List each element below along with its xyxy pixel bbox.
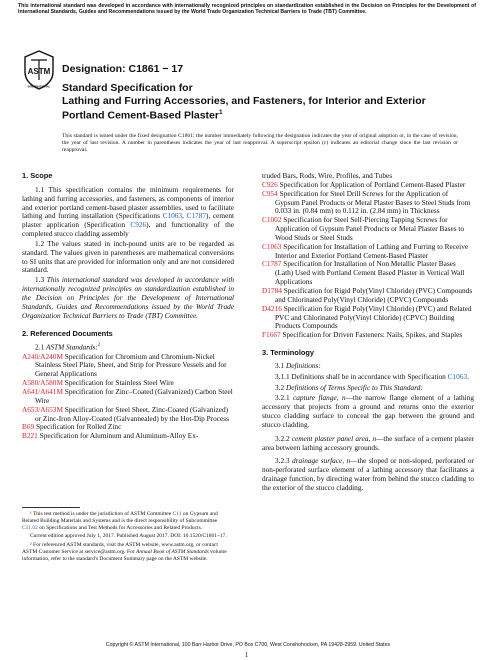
reference-code-link[interactable]: C1063 <box>262 241 282 251</box>
paragraph-1-3: 1.3 This international standard was developed in accordance with internationally recognized principles on standardization established in the Decision on Principles for the Development of International Standards, Guides and Recommendations issued by the World Trade Organization Technical Barriers to Trade (TBT) Committee. <box>22 275 234 320</box>
footnote-2: ² For referenced ASTM standards, visit the ASTM website, www.astm.org, or contact ASTM Customer Service at service@astm.org. For Annual Book of ASTM Standards volume information, refer to the standard's Document Summary page on the ASTM website. <box>22 541 227 562</box>
definition-cement-plaster-panel-area: 3.2.2 cement plaster panel area, n—the surface of a cement plaster area between lathing accessory grounds. <box>262 433 474 452</box>
footnote-rule <box>22 507 80 508</box>
logo-text: ASTM <box>27 67 51 76</box>
reference-title: Specification for Steel Sheet, Zinc-Coated (Galvanized) or Zinc-Iron Alloy-Coated (Galvannealed) by the Hot-Dip Process <box>35 404 229 423</box>
reference-title: Specification for Stainless Steel Wire <box>62 378 174 388</box>
reference-title: Specification for Rolled Zinc <box>34 422 122 432</box>
reference-item <box>262 243 474 261</box>
title-line-2: Lathing and Furring Accessories, and Fasteners, for Interior and Exterior Portland Cement-Based Plaster$^1$ <box>62 94 426 122</box>
footnote-1-edition: Current edition approved July 1, 2017. Published August 2017. DOI: 10.1520/C1861–17. <box>30 533 227 540</box>
reference-title: Specification for Installation of Lathing and Furring to Receive Interior and Exterior Portland Cement-Based Plaster <box>275 241 469 260</box>
document-title <box>62 82 442 122</box>
paragraph-1-2: 1.2 The values stated in inch-pound units are to be regarded as standard. The values given in parentheses are mathematical conversions to SI units that are provided for information only and are not considered standard. <box>22 238 234 275</box>
issuance-note: This standard is issued under the fixed designation C1861; the number immediately following the designation indicates the year of original adoption or, in the case of revision, the year of last revision. A number in parentheses indicates the year of last reapproval. A superscript epsilon (ε) indicates an editorial change since the last revision or reapproval. <box>62 133 458 154</box>
reference-title: Specification for Rigid Poly(Vinyl Chloride) (PVC) Compounds and Chlorinated Poly(Vinyl Chloride) (CPVC) Compounds <box>275 285 473 304</box>
reference-code-link[interactable]: A653/A653M <box>22 404 63 414</box>
reference-continued: truded Bars, Rods, Wire, Profiles, and Tubes <box>262 171 393 180</box>
reference-code-link[interactable]: A240/A240M <box>22 351 63 361</box>
footnotes <box>22 511 234 564</box>
reference-title: Specification for Installation of Non Metallic Plaster Bases (Lath) Used with Portland Cement Based Plaster in Vertical Wall Applications <box>275 259 465 287</box>
wto-principles-note: This international standard was developed in accordance with internationally recognized principles on standardization established in the Decision on Principles for the Development of International Standards, Guides and Recommendations issued by the World Trade Organization Technical Barriers to Trade (TBT) Committee. <box>18 3 476 16</box>
reference-title: Specification for Steel Self-Piercing Tapping Screws for Application of Gypsum Panel Products or Metal Plaster Bases to Wood Studs or Steel Studs <box>275 215 465 242</box>
reference-code-link[interactable]: B221 <box>22 431 38 441</box>
definition-drainage-surface: 3.2.3 drainage surface, n—the sloped or non-sloped, perforated or non-perforated surface element of a lathing accessory that facilitates a drainage function, by directing water from behind the stucco cladding to the exterior of the stucco cladding. <box>262 456 474 492</box>
paragraph-3-2: 3.2 Definitions of Terms Specific to This Standard: <box>275 382 423 392</box>
paragraph-3-1-1: 3.1.1 Definitions shall be in accordance with Specification C1063. <box>275 371 469 381</box>
right-column <box>262 172 474 493</box>
scope-heading: 1. Scope <box>22 171 53 180</box>
reference-code-link[interactable]: F1667 <box>262 330 281 340</box>
reference-item <box>22 432 234 441</box>
reference-list-right <box>262 181 474 340</box>
reference-code-link[interactable]: C926 <box>262 179 278 189</box>
reference-title: Specification for Rigid Poly(Vinyl Chloride) (PVC) and Related PVC and Chlorinated Poly(Vinyl Chloride) (CPVC) Building Products Compounds <box>275 303 472 331</box>
astm-logo <box>22 50 56 90</box>
paragraph-3-1: 3.1 Definitions: <box>275 360 321 370</box>
terminology-heading: 3. Terminology <box>262 348 315 358</box>
designation: Designation: C1861 − 17 <box>62 63 184 75</box>
reference-title: Specification for Steel Drill Screws for the Application of Gypsum Panel Products or Metal Plaster Bases to Steel Studs from 0.033 in. (0.84 mm) to 0.112 in. (2.84 mm) in Thickness <box>275 188 471 216</box>
link-subcommittee-c1102[interactable]: C11.02 <box>22 524 38 531</box>
referenced-documents-heading: 2. Referenced Documents <box>22 328 113 338</box>
reference-title: Specification for Driven Fasteners: Nails, Spikes, and Staples <box>280 330 463 340</box>
link-c1787[interactable]: C1787 <box>186 211 207 221</box>
reference-title: Specification for Aluminum and Aluminum-Alloy Ex- <box>37 431 199 441</box>
reference-list-left <box>22 353 234 441</box>
reference-title: Specification for Application of Portland Cement-Based Plaster <box>277 179 466 189</box>
reference-title: Specification for Chromium and Chromium-Nickel Stainless Steel Plate, Sheet, and Strip for Pressure Vessels and for General Applications <box>35 351 227 379</box>
reference-item <box>22 353 234 380</box>
reference-item <box>262 216 474 243</box>
title-line-1: Standard Specification for <box>62 82 193 94</box>
reference-item <box>262 287 474 305</box>
copyright-notice: Copyright © ASTM International, 100 Barr Harbor Drive, PO Box C700, West Conshohocken, PA 19428-2959. United States <box>105 642 391 648</box>
reference-item <box>262 260 474 287</box>
link-c1063[interactable]: C1063 <box>162 211 183 221</box>
reference-title: Specification for Zinc–Coated (Galvanized) Carbon Steel Wire <box>35 386 233 405</box>
paragraph-1-1: 1.1 This specification contains the minimum requirements for lathing and furring accessories, and fasteners, as components of interior and exterior portland cement-based plaster assemblies, used to facilitate lathing and furring installation (Specifications C1063, C1787), cement plaster application (Specification C926), and functionality of the completed stucco cladding assembly <box>22 184 234 239</box>
footnote-1: ¹ This test method is under the jurisdiction of ASTM Committee C11 on Gypsum and Related Building Materials and Systems and is the direct responsibility of Subcommittee C11.02 on Specifications and Test Methods for Accessories and Related Products. <box>22 511 218 531</box>
link-c1063-definitions[interactable]: C1063 <box>447 371 468 381</box>
reference-code-link[interactable]: A580/A580M <box>22 378 63 388</box>
reference-code-link[interactable]: C954 <box>262 188 278 198</box>
reference-code-link[interactable]: A641/A641M <box>22 386 63 396</box>
reference-code-link[interactable]: D4216 <box>262 303 282 313</box>
logo-subtext: INTERNATIONAL <box>27 84 51 89</box>
astm-standards-label: 2.1 ASTM Standards:$^2$ <box>35 342 101 352</box>
reference-item <box>22 406 234 424</box>
link-committee-c11[interactable]: C11 <box>172 511 182 517</box>
page-number: 1 <box>244 651 249 659</box>
reference-item <box>262 331 474 340</box>
reference-item <box>262 190 474 217</box>
reference-item <box>22 388 234 406</box>
definition-capture-flange: 3.2.1 capture flange, n—the narrow flange element of a lathing accessory that projects from a ground and returns onto the exterior stucco cladding surface to conceal the gap between the ground and stucco cladding. <box>262 393 474 429</box>
link-c926[interactable]: C926 <box>130 220 147 230</box>
reference-code-link[interactable]: D1784 <box>262 285 282 295</box>
reference-code-link[interactable]: B69 <box>22 422 35 432</box>
reference-item <box>262 305 474 332</box>
reference-code-link[interactable]: C1787 <box>262 259 282 269</box>
left-column <box>22 172 234 441</box>
reference-code-link[interactable]: C1002 <box>262 215 282 225</box>
title-footnote-mark: 1 <box>218 109 223 116</box>
